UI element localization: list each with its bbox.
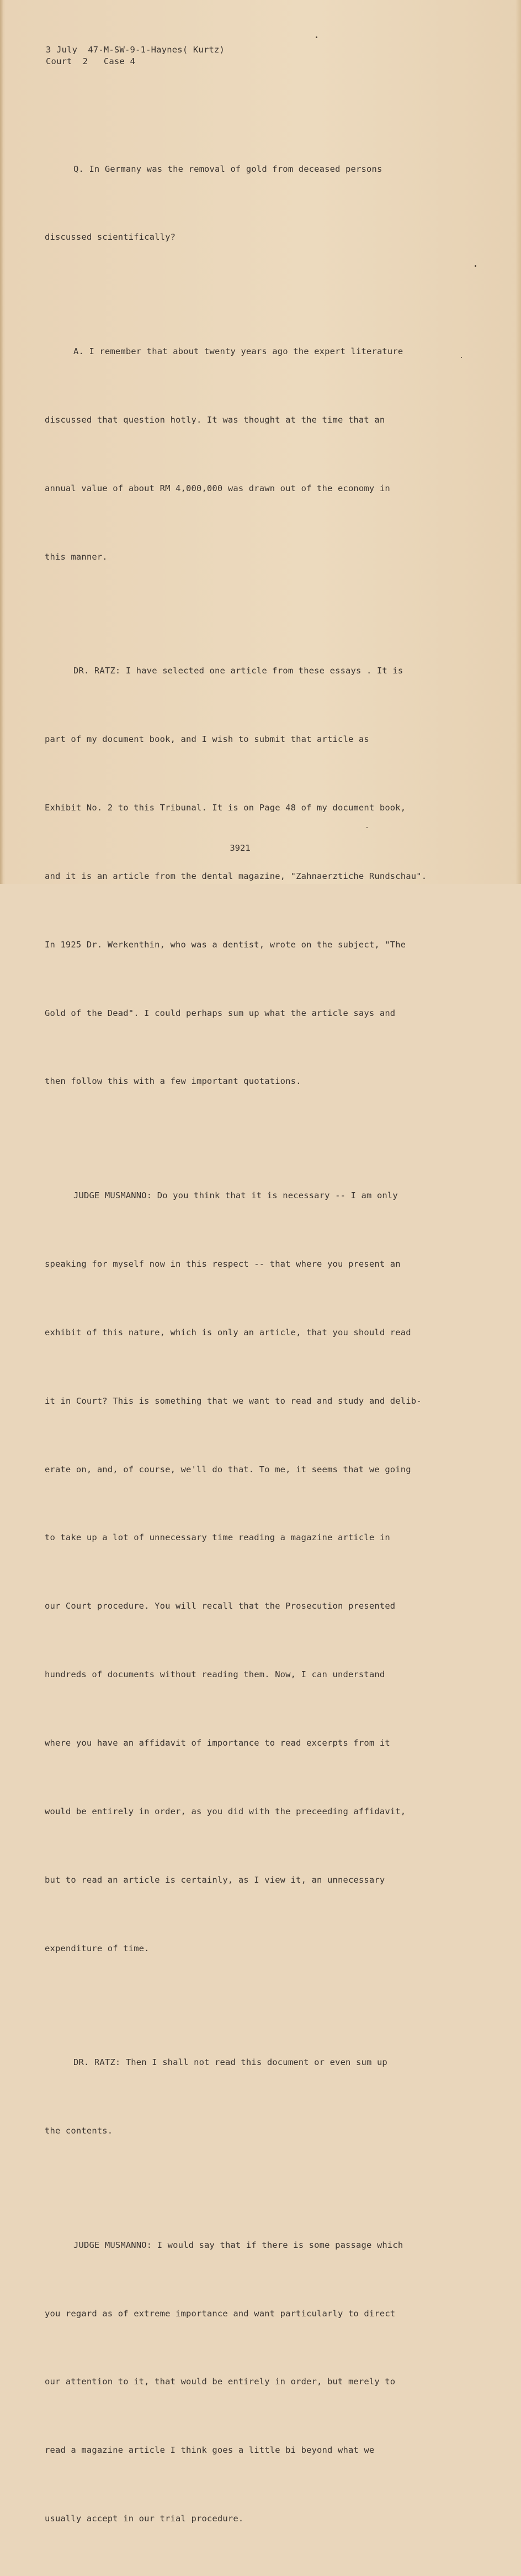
text-line: then follow this with a few important quotations. [45, 1076, 301, 1087]
text-line: part of my document book, and I wish to submit that article as [45, 734, 369, 745]
paper-speck [316, 36, 317, 38]
text-line: JUDGE MUSMANNO: Do you think that it is necessary -- I am only [73, 1190, 398, 1200]
paragraph-judge-musmanno-1 [45, 1139, 486, 2005]
header-court-case: Court 2 Case 4 [46, 56, 136, 66]
page-number: 3921 [230, 843, 251, 853]
paper-speck [475, 265, 476, 267]
paragraph-answer [45, 294, 486, 614]
text-line: our Court procedure. You will recall that the Prosecution presented [45, 1601, 396, 1611]
text-line: hundreds of documents without reading them. Now, I can understand [45, 1669, 385, 1680]
document-header [46, 44, 225, 67]
text-line: Gold of the Dead". I could perhaps sum up what the article says and [45, 1008, 396, 1018]
text-line: erate on, and, of course, we'll do that. To me, it seems that we going [45, 1464, 411, 1474]
text-line: exhibit of this nature, which is only an article, that you should read [45, 1327, 411, 1337]
text-line: DR. RATZ: Then I shall not read this document or even sum up [73, 2057, 387, 2068]
text-line: you regard as of extreme importance and want particularly to direct [45, 2308, 396, 2319]
text-line: it in Court? This is something that we want to read and study and delib- [45, 1395, 422, 1406]
text-line: DR. RATZ: I have selected one article from these essays . It is [73, 666, 403, 676]
paragraph-question [45, 112, 486, 294]
text-line: Q. In Germany was the removal of gold from deceased persons [73, 164, 382, 174]
text-line: JUDGE MUSMANNO: I would say that if there is some passage which [73, 2240, 403, 2250]
paragraph-judge-musmanno-2 [45, 2188, 486, 2576]
paragraph-dr-ratz-1 [45, 614, 486, 1139]
header-date-reference: 3 July 47-M-SW-9-1-Haynes( Kurtz) [46, 45, 225, 55]
text-line: discussed scientifically? [45, 232, 176, 243]
paper-speck [366, 827, 368, 828]
text-line: this manner. [45, 551, 108, 562]
text-line: expenditure of time. [45, 1943, 150, 1953]
page-left-edge [0, 0, 3, 884]
text-line: A. I remember that about twenty years ago the expert literature [73, 346, 403, 356]
text-line: and it is an article from the dental magazine, "Zahnaerztiche Rundschau". [45, 871, 427, 881]
text-line: annual value of about RM 4,000,000 was drawn out of the economy in [45, 483, 390, 493]
text-line: the contents. [45, 2126, 113, 2136]
page-right-edge [515, 0, 521, 884]
text-line: would be entirely in order, as you did with the preceeding affidavit, [45, 1806, 406, 1816]
text-line: In 1925 Dr. Werkenthin, who was a dentist, wrote on the subject, "The [45, 939, 406, 950]
text-line: discussed that question hotly. It was thought at the time that an [45, 414, 385, 425]
transcript-body [45, 112, 486, 2576]
text-line: speaking for myself now in this respect -- that where you present an [45, 1258, 401, 1269]
text-line: read a magazine article I think goes a little bi beyond what we [45, 2445, 375, 2456]
text-line: where you have an affidavit of importance to read excerpts from it [45, 1738, 390, 1748]
paper-speck [461, 357, 462, 358]
text-line: our attention to it, that would be entirely in order, but merely to [45, 2377, 396, 2387]
text-line: but to read an article is certainly, as I view it, an unnecessary [45, 1874, 385, 1885]
paragraph-dr-ratz-2 [45, 2006, 486, 2188]
text-line: Exhibit No. 2 to this Tribunal. It is on Page 48 of my document book, [45, 802, 406, 813]
text-line: to take up a lot of unnecessary time reading a magazine article in [45, 1532, 390, 1543]
text-line: usually accept in our trial procedure. [45, 2514, 244, 2524]
